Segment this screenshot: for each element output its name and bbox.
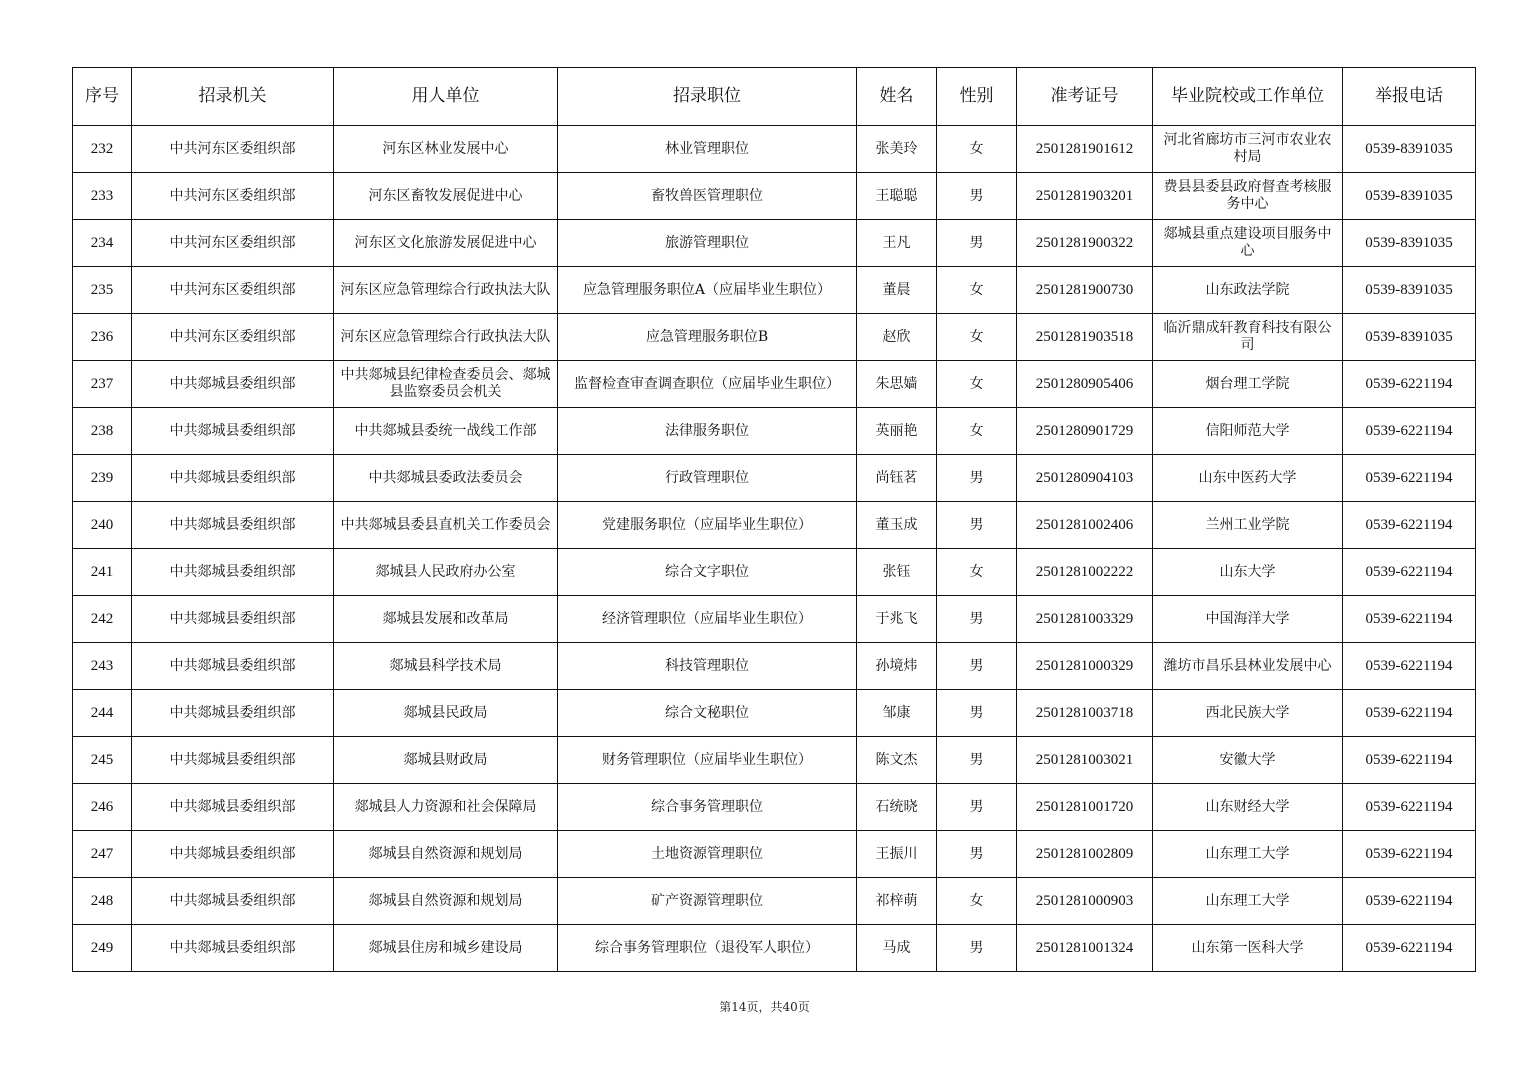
position-cell: 综合文字职位: [558, 549, 857, 596]
unit-cell: 中共郯城县委政法委员会: [334, 455, 558, 502]
unit-cell: 河东区畜牧发展促进中心: [334, 173, 558, 220]
position-cell: 畜牧兽医管理职位: [558, 173, 857, 220]
gender-cell: 男: [937, 596, 1017, 643]
unit-cell: 河东区林业发展中心: [334, 126, 558, 173]
position-cell: 党建服务职位（应届毕业生职位）: [558, 502, 857, 549]
header-cell-recruiting-agency: 招录机关: [132, 68, 334, 126]
gender-cell: 男: [937, 784, 1017, 831]
school-cell: 山东中医药大学: [1153, 455, 1343, 502]
position-cell: 行政管理职位: [558, 455, 857, 502]
phone-cell: 0539-6221194: [1343, 361, 1476, 408]
header-cell-name: 姓名: [857, 68, 937, 126]
agency-cell: 中共河东区委组织部: [132, 173, 334, 220]
exam-id-cell: 2501280901729: [1017, 408, 1153, 455]
name-cell: 朱思嫱: [857, 361, 937, 408]
agency-cell: 中共河东区委组织部: [132, 314, 334, 361]
table-row: [73, 314, 1476, 361]
header-cell-position: 招录职位: [558, 68, 857, 126]
school-cell: 烟台理工学院: [1153, 361, 1343, 408]
unit-cell: 河东区文化旅游发展促进中心: [334, 220, 558, 267]
name-cell: 王聪聪: [857, 173, 937, 220]
agency-cell: 中共河东区委组织部: [132, 220, 334, 267]
phone-cell: 0539-6221194: [1343, 549, 1476, 596]
gender-cell: 男: [937, 737, 1017, 784]
agency-cell: 中共郯城县委组织部: [132, 831, 334, 878]
gender-cell: 女: [937, 878, 1017, 925]
school-cell: 河北省廊坊市三河市农业农村局: [1153, 126, 1343, 173]
index-cell: 233: [73, 173, 132, 220]
name-cell: 孙境炜: [857, 643, 937, 690]
name-cell: 于兆飞: [857, 596, 937, 643]
phone-cell: 0539-6221194: [1343, 408, 1476, 455]
school-cell: 山东理工大学: [1153, 878, 1343, 925]
unit-cell: 郯城县人民政府办公室: [334, 549, 558, 596]
index-cell: 246: [73, 784, 132, 831]
phone-cell: 0539-8391035: [1343, 126, 1476, 173]
agency-cell: 中共郯城县委组织部: [132, 925, 334, 972]
position-cell: 科技管理职位: [558, 643, 857, 690]
school-cell: 山东政法学院: [1153, 267, 1343, 314]
agency-cell: 中共郯城县委组织部: [132, 455, 334, 502]
position-cell: 监督检查审查调查职位（应届毕业生职位）: [558, 361, 857, 408]
position-cell: 综合事务管理职位: [558, 784, 857, 831]
phone-cell: 0539-6221194: [1343, 737, 1476, 784]
index-cell: 244: [73, 690, 132, 737]
exam-id-cell: 2501281903518: [1017, 314, 1153, 361]
agency-cell: 中共郯城县委组织部: [132, 549, 334, 596]
table-row: [73, 643, 1476, 690]
name-cell: 尚钰茗: [857, 455, 937, 502]
unit-cell: 郯城县人力资源和社会保障局: [334, 784, 558, 831]
table-row: [73, 784, 1476, 831]
table-row: [73, 549, 1476, 596]
table-row: [73, 455, 1476, 502]
gender-cell: 男: [937, 690, 1017, 737]
school-cell: 潍坊市昌乐县林业发展中心: [1153, 643, 1343, 690]
exam-id-cell: 2501281900322: [1017, 220, 1153, 267]
header-cell-exam-id: 准考证号: [1017, 68, 1153, 126]
gender-cell: 女: [937, 126, 1017, 173]
phone-cell: 0539-6221194: [1343, 690, 1476, 737]
name-cell: 祁梓萌: [857, 878, 937, 925]
exam-id-cell: 2501281002809: [1017, 831, 1153, 878]
phone-cell: 0539-6221194: [1343, 643, 1476, 690]
index-cell: 238: [73, 408, 132, 455]
school-cell: 费县县委县政府督查考核服务中心: [1153, 173, 1343, 220]
index-cell: 245: [73, 737, 132, 784]
gender-cell: 男: [937, 643, 1017, 690]
agency-cell: 中共郯城县委组织部: [132, 643, 334, 690]
unit-cell: 郯城县发展和改革局: [334, 596, 558, 643]
gender-cell: 女: [937, 267, 1017, 314]
name-cell: 陈文杰: [857, 737, 937, 784]
exam-id-cell: 2501281003021: [1017, 737, 1153, 784]
header-cell-index: 序号: [73, 68, 132, 126]
gender-cell: 男: [937, 455, 1017, 502]
unit-cell: 郯城县财政局: [334, 737, 558, 784]
phone-cell: 0539-8391035: [1343, 220, 1476, 267]
index-cell: 242: [73, 596, 132, 643]
unit-cell: 河东区应急管理综合行政执法大队: [334, 314, 558, 361]
phone-cell: 0539-6221194: [1343, 878, 1476, 925]
gender-cell: 女: [937, 549, 1017, 596]
position-cell: 应急管理服务职位A（应届毕业生职位）: [558, 267, 857, 314]
unit-cell: 郯城县自然资源和规划局: [334, 831, 558, 878]
exam-id-cell: 2501281003329: [1017, 596, 1153, 643]
school-cell: 郯城县重点建设项目服务中心: [1153, 220, 1343, 267]
gender-cell: 女: [937, 408, 1017, 455]
table-row: [73, 502, 1476, 549]
unit-cell: 河东区应急管理综合行政执法大队: [334, 267, 558, 314]
gender-cell: 男: [937, 502, 1017, 549]
position-cell: 财务管理职位（应届毕业生职位）: [558, 737, 857, 784]
name-cell: 马成: [857, 925, 937, 972]
school-cell: 中国海洋大学: [1153, 596, 1343, 643]
name-cell: 邹康: [857, 690, 937, 737]
table-row: [73, 925, 1476, 972]
table-body: [73, 126, 1476, 972]
index-cell: 247: [73, 831, 132, 878]
school-cell: 山东第一医科大学: [1153, 925, 1343, 972]
agency-cell: 中共郯城县委组织部: [132, 596, 334, 643]
header-cell-gender: 性别: [937, 68, 1017, 126]
index-cell: 235: [73, 267, 132, 314]
table-row: [73, 831, 1476, 878]
position-cell: 矿产资源管理职位: [558, 878, 857, 925]
school-cell: 山东理工大学: [1153, 831, 1343, 878]
agency-cell: 中共河东区委组织部: [132, 267, 334, 314]
index-cell: 249: [73, 925, 132, 972]
table-row: [73, 267, 1476, 314]
name-cell: 董玉成: [857, 502, 937, 549]
gender-cell: 女: [937, 314, 1017, 361]
exam-id-cell: 2501281001720: [1017, 784, 1153, 831]
table-row: [73, 173, 1476, 220]
table-row: [73, 126, 1476, 173]
table-row: [73, 878, 1476, 925]
school-cell: 安徽大学: [1153, 737, 1343, 784]
exam-id-cell: 2501281901612: [1017, 126, 1153, 173]
unit-cell: 郯城县科学技术局: [334, 643, 558, 690]
exam-id-cell: 2501281900730: [1017, 267, 1153, 314]
school-cell: 山东大学: [1153, 549, 1343, 596]
unit-cell: 郯城县住房和城乡建设局: [334, 925, 558, 972]
exam-id-cell: 2501281002406: [1017, 502, 1153, 549]
header-cell-employing-unit: 用人单位: [334, 68, 558, 126]
school-cell: 兰州工业学院: [1153, 502, 1343, 549]
school-cell: 西北民族大学: [1153, 690, 1343, 737]
table-row: [73, 690, 1476, 737]
position-cell: 土地资源管理职位: [558, 831, 857, 878]
name-cell: 董晨: [857, 267, 937, 314]
name-cell: 王振川: [857, 831, 937, 878]
candidate-table: [72, 67, 1476, 972]
phone-cell: 0539-6221194: [1343, 925, 1476, 972]
position-cell: 综合事务管理职位（退役军人职位）: [558, 925, 857, 972]
index-cell: 241: [73, 549, 132, 596]
gender-cell: 女: [937, 361, 1017, 408]
name-cell: 石统晓: [857, 784, 937, 831]
phone-cell: 0539-6221194: [1343, 455, 1476, 502]
table-row: [73, 220, 1476, 267]
gender-cell: 男: [937, 831, 1017, 878]
agency-cell: 中共郯城县委组织部: [132, 361, 334, 408]
exam-id-cell: 2501280904103: [1017, 455, 1153, 502]
agency-cell: 中共郯城县委组织部: [132, 878, 334, 925]
unit-cell: 中共郯城县委统一战线工作部: [334, 408, 558, 455]
exam-id-cell: 2501281001324: [1017, 925, 1153, 972]
table-header-row: [73, 68, 1476, 126]
index-cell: 243: [73, 643, 132, 690]
phone-cell: 0539-8391035: [1343, 267, 1476, 314]
table-row: [73, 737, 1476, 784]
exam-id-cell: 2501281903201: [1017, 173, 1153, 220]
index-cell: 236: [73, 314, 132, 361]
agency-cell: 中共郯城县委组织部: [132, 784, 334, 831]
name-cell: 王凡: [857, 220, 937, 267]
index-cell: 248: [73, 878, 132, 925]
gender-cell: 男: [937, 220, 1017, 267]
name-cell: 英丽艳: [857, 408, 937, 455]
exam-id-cell: 2501281002222: [1017, 549, 1153, 596]
name-cell: 张美玲: [857, 126, 937, 173]
exam-id-cell: 2501280905406: [1017, 361, 1153, 408]
index-cell: 240: [73, 502, 132, 549]
index-cell: 237: [73, 361, 132, 408]
school-cell: 山东财经大学: [1153, 784, 1343, 831]
unit-cell: 中共郯城县委县直机关工作委员会: [334, 502, 558, 549]
agency-cell: 中共河东区委组织部: [132, 126, 334, 173]
phone-cell: 0539-6221194: [1343, 502, 1476, 549]
exam-id-cell: 2501281000329: [1017, 643, 1153, 690]
position-cell: 林业管理职位: [558, 126, 857, 173]
page-number: 第14页，共40页: [719, 1000, 810, 1014]
phone-cell: 0539-6221194: [1343, 596, 1476, 643]
school-cell: 临沂鼎成轩教育科技有限公司: [1153, 314, 1343, 361]
table-row: [73, 361, 1476, 408]
position-cell: 旅游管理职位: [558, 220, 857, 267]
school-cell: 信阳师范大学: [1153, 408, 1343, 455]
header-cell-school-or-employer: 毕业院校或工作单位: [1153, 68, 1343, 126]
unit-cell: 郯城县民政局: [334, 690, 558, 737]
phone-cell: 0539-6221194: [1343, 831, 1476, 878]
position-cell: 经济管理职位（应届毕业生职位）: [558, 596, 857, 643]
header-cell-report-phone: 举报电话: [1343, 68, 1476, 126]
agency-cell: 中共郯城县委组织部: [132, 502, 334, 549]
unit-cell: 郯城县自然资源和规划局: [334, 878, 558, 925]
phone-cell: 0539-8391035: [1343, 173, 1476, 220]
table-row: [73, 408, 1476, 455]
index-cell: 232: [73, 126, 132, 173]
exam-id-cell: 2501281003718: [1017, 690, 1153, 737]
agency-cell: 中共郯城县委组织部: [132, 408, 334, 455]
position-cell: 应急管理服务职位B: [558, 314, 857, 361]
position-cell: 法律服务职位: [558, 408, 857, 455]
agency-cell: 中共郯城县委组织部: [132, 737, 334, 784]
table-row: [73, 596, 1476, 643]
name-cell: 赵欣: [857, 314, 937, 361]
phone-cell: 0539-8391035: [1343, 314, 1476, 361]
index-cell: 239: [73, 455, 132, 502]
phone-cell: 0539-6221194: [1343, 784, 1476, 831]
unit-cell: 中共郯城县纪律检查委员会、郯城县监察委员会机关: [334, 361, 558, 408]
index-cell: 234: [73, 220, 132, 267]
agency-cell: 中共郯城县委组织部: [132, 690, 334, 737]
exam-id-cell: 2501281000903: [1017, 878, 1153, 925]
gender-cell: 男: [937, 925, 1017, 972]
position-cell: 综合文秘职位: [558, 690, 857, 737]
name-cell: 张钰: [857, 549, 937, 596]
gender-cell: 男: [937, 173, 1017, 220]
